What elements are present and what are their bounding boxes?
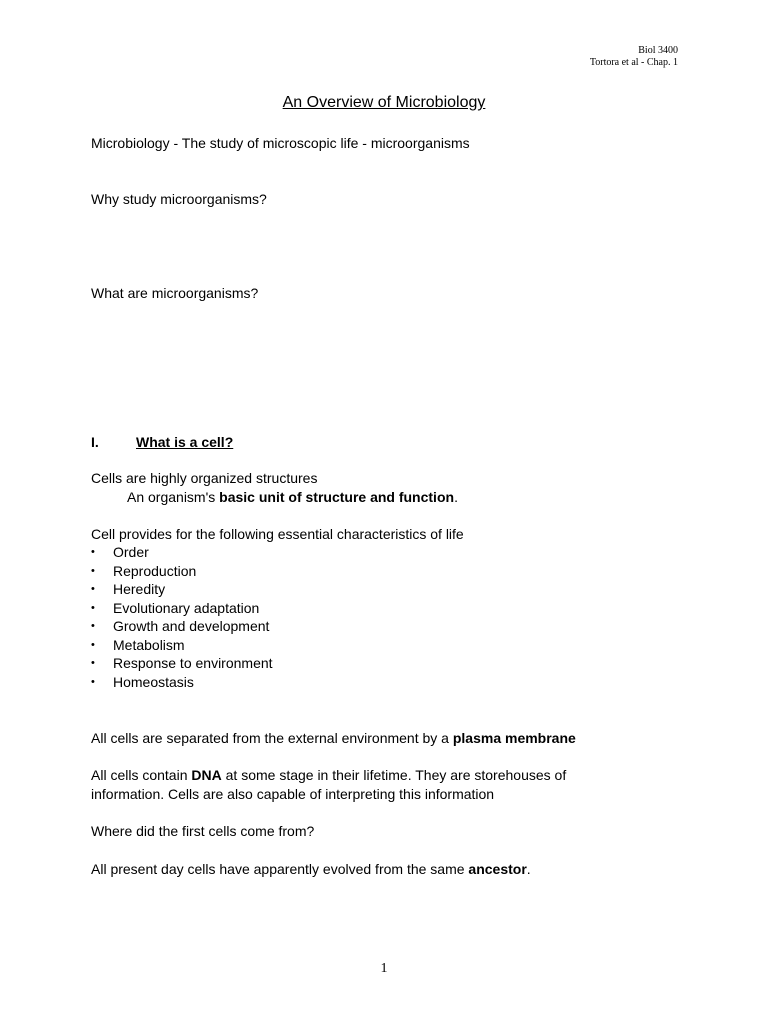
bullet-icon: • bbox=[91, 620, 95, 632]
organism-unit-text bbox=[127, 488, 458, 507]
organism-unit-prefix: An organism's bbox=[127, 489, 220, 505]
bullet-icon: • bbox=[91, 638, 95, 651]
organism-unit-suffix: . bbox=[454, 489, 458, 505]
characteristics-list bbox=[91, 543, 273, 691]
list-item: • Response to environment bbox=[91, 655, 273, 671]
bullet-icon: • bbox=[91, 675, 95, 688]
list-item: • Growth and development bbox=[91, 618, 270, 634]
page-number: 1 bbox=[380, 961, 388, 976]
question-what: What are microorganisms? bbox=[91, 285, 259, 301]
section-number: I. bbox=[91, 434, 99, 450]
dna-text-line2: information. Cells are also capable of interpreting this information bbox=[91, 786, 495, 802]
list-item: • Reproduction bbox=[91, 562, 197, 579]
bullet-icon: • bbox=[91, 583, 95, 595]
dna-term: DNA bbox=[191, 767, 222, 783]
list-item: • Order bbox=[91, 544, 149, 560]
characteristics-intro: Cell provides for the following essential characteristics of life bbox=[91, 526, 464, 542]
list-item: • Evolutionary adaptation bbox=[91, 599, 260, 616]
list-item: • Homeostasis bbox=[91, 673, 194, 690]
definition-text: Microbiology - The study of microscopic life - microorganisms bbox=[91, 135, 470, 151]
dna-text: All cells contain DNA at some stage in their lifetime. They are storehouses of bbox=[91, 767, 567, 783]
list-item: • Metabolism bbox=[91, 636, 185, 653]
plasma-membrane-term: plasma membrane bbox=[452, 730, 576, 746]
course-code: Biol 3400 bbox=[638, 45, 678, 56]
bullet-icon: • bbox=[91, 546, 95, 558]
question-why: Why study microorganisms? bbox=[91, 191, 267, 207]
plasma-membrane-text: All cells are separated from the external environment by a plasma membrane bbox=[91, 730, 576, 746]
ancestor-term: ancestor bbox=[468, 861, 527, 877]
section-heading: What is a cell? bbox=[136, 434, 234, 450]
cells-organized-text: Cells are highly organized structures bbox=[91, 470, 318, 486]
list-item: • Heredity bbox=[91, 581, 166, 597]
page-title: An Overview of Microbiology bbox=[282, 94, 486, 111]
chapter-reference: Tortora et al - Chap. 1 bbox=[589, 57, 678, 68]
bullet-icon: • bbox=[91, 657, 95, 669]
organism-unit-bold: basic unit of structure and function bbox=[219, 489, 455, 505]
bullet-icon: • bbox=[91, 564, 95, 577]
bullet-icon: • bbox=[91, 601, 95, 614]
first-cells-question: Where did the first cells come from? bbox=[91, 823, 315, 839]
ancestor-text: All present day cells have apparently evolved from the same ancestor. bbox=[91, 861, 531, 877]
header-reference bbox=[590, 45, 678, 69]
